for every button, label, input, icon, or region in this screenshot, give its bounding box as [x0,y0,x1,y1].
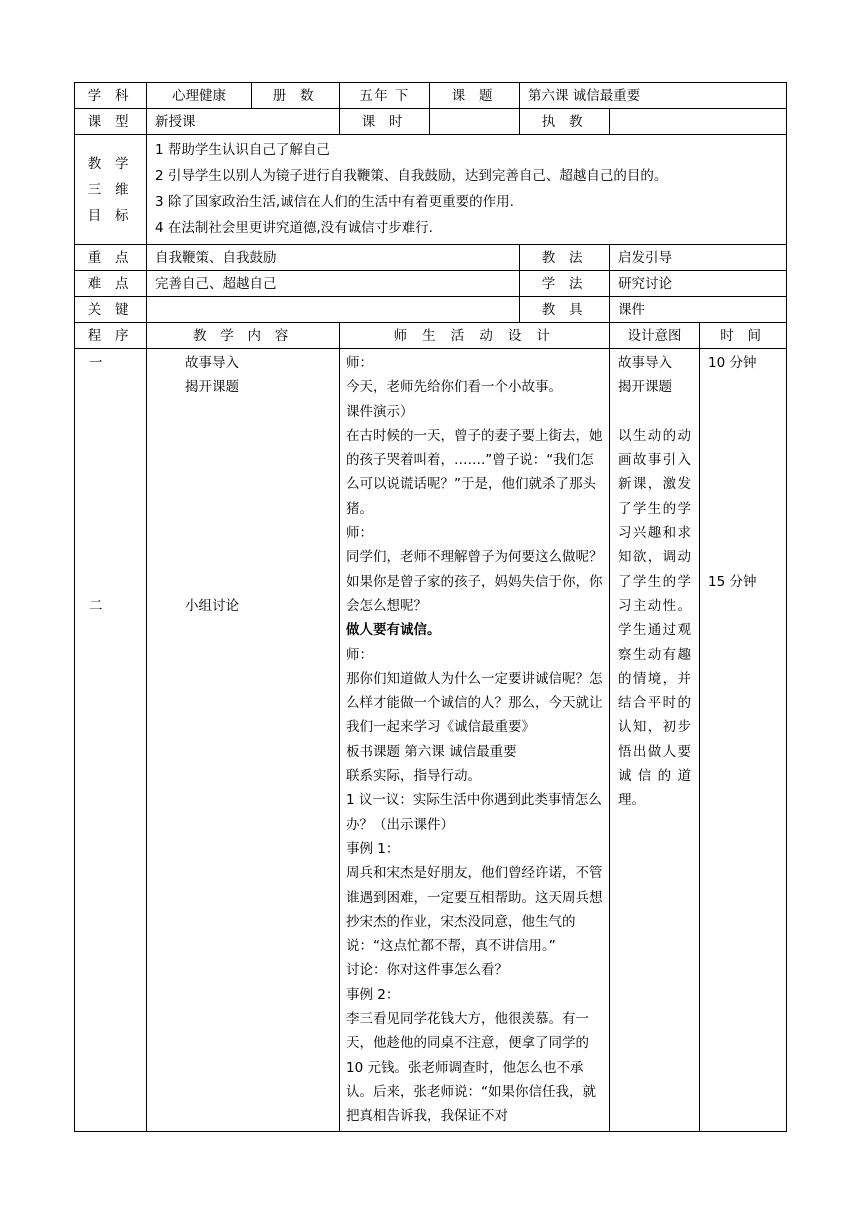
topic-label: 课 题 [430,83,520,109]
goals-list [147,135,787,245]
teacher-label: 执 教 [520,109,610,135]
header-row [75,83,787,109]
activity-line: 1 议一议：实际生活中你遇到此类事情怎么办？（出示课件） [346,792,602,833]
subject-label: 学 科 [75,83,147,109]
goals-label-line3: 目 标 [87,207,134,224]
type-row [75,109,787,135]
activity-cell [340,349,610,1132]
method-label: 教 法 [520,245,610,271]
activity-line: 师： [346,525,373,542]
content-cell [147,349,340,1132]
intent-1a: 故事导入 [618,355,672,371]
time-2: 15 分钟 [708,573,757,590]
content-2: 小组讨论 [185,597,239,614]
content-1b: 揭开课题 [185,379,239,396]
goal-item: 1 帮助学生认识自己了解自己 [155,142,330,158]
key-row [75,245,787,271]
lesson-plan-page [74,82,786,1132]
goals-row [75,135,787,245]
key-label: 重 点 [75,245,147,271]
intent-header: 设计意图 [610,323,700,349]
activity-line: 今天，老师先给你们看一个小故事。 [346,379,562,396]
topic-value: 第六课 诚信最重要 [520,83,787,109]
crux-row [75,297,787,323]
activity-line: 在古时候的一天，曾子的妻子要上街去，她的孩子哭着叫着，…….”曾子说：“我们怎么可以说谎话呢？”于是，他们就杀了那头猪。 [346,427,603,517]
content-1a: 故事导入 [185,355,239,371]
activity-line: 师： [346,646,373,663]
volume-value: 五年 下 [340,83,430,109]
intent-cell [610,349,700,1132]
order-2: 二 [89,597,103,614]
activity-bold-line: 做人要有诚信。 [346,622,441,639]
goal-item: 3 除了国家政治生活,诚信在人们的生活中有着更重要的作用. [155,194,514,210]
intent-1b: 揭开课题 [618,379,672,396]
goal-item: 2 引导学生以别人为镜子进行自我鞭策、自我鼓励，达到完善自己、超越自己的目的。 [155,168,668,184]
intent-2: 以生动的动画故事引入新课，激发了学生的学习兴趣和求知欲，调动了学生的学习主动性。学生通过观察生动有趣的情境，并结合平时的认知，初步悟出做人要诚信的道理。 [618,427,691,809]
tools-value: 课件 [610,297,787,323]
goals-label-line1: 教 学 [87,155,134,172]
volume-label: 册 数 [252,83,340,109]
hours-value [430,109,520,135]
time-cell [700,349,787,1132]
activity-line: 事例 1： [346,840,400,857]
process-header-row [75,323,787,349]
crux-label: 关 键 [75,297,147,323]
activity-line: 联系实际，指导行动。 [346,768,481,785]
difficulty-row [75,271,787,297]
type-value: 新授课 [147,109,340,135]
content-header: 教 学 内 容 [147,323,340,349]
activity-header: 师 生 活 动 设 计 [340,323,610,349]
study-value: 研究讨论 [610,271,787,297]
activity-line: 师： [346,355,373,371]
subject-value: 心理健康 [147,83,252,109]
process-body-row [75,349,787,1132]
activity-line: 那你们知道做人为什么一定要讲诚信呢？怎么样才能做一个诚信的人？那么，今天就让我们一起来学习《诚信最重要》 [346,670,603,736]
difficulty-value: 完善自己、超越自己 [147,271,520,297]
goals-label-line2: 三 维 [87,181,134,198]
order-1: 一 [89,355,103,371]
study-label: 学 法 [520,271,610,297]
time-1: 10 分钟 [708,355,757,371]
activity-line: 周兵和宋杰是好朋友，他们曾经许诺，不管谁遇到困难，一定要互相帮助。这天周兵想抄宋杰的作业，宋杰没同意，他生气的说：“这点忙都不帮，真不讲信用。” [346,865,603,955]
key-value: 自我鞭策、自我鼓励 [147,245,520,271]
difficulty-label: 难 点 [75,271,147,297]
hours-label: 课 时 [340,109,430,135]
tools-label: 教 具 [520,297,610,323]
method-value: 启发引导 [610,245,787,271]
time-header: 时 间 [700,323,787,349]
order-header: 程 序 [75,323,147,349]
order-cell [75,349,147,1132]
activity-line: 课件演示） [346,403,414,420]
activity-line: 讨论：你对这件事怎么看？ [346,962,508,979]
activity-line: 李三看见同学花钱大方，他很羡慕。有一天，他趁他的同桌不注意，便拿了同学的 10 元钱。张老师调查时，他怎么也不承认。后来，张老师说：“如果你信任我，就把真相告诉我，我保证不对 [346,1011,596,1125]
type-label: 课 型 [75,109,147,135]
crux-value [147,297,520,323]
activity-line: 板书课题 第六课 诚信最重要 [346,743,517,760]
teacher-value [610,109,787,135]
lesson-plan-table [74,82,787,1132]
activity-line: 事例 2： [346,986,400,1003]
goals-label [75,135,147,245]
goal-item: 4 在法制社会里更讲究道德,没有诚信寸步难行. [155,220,433,236]
activity-line: 同学们，老师不理解曾子为何要这么做呢？如果你是曾子家的孩子，妈妈失信于你，你会怎么想呢？ [346,549,603,614]
